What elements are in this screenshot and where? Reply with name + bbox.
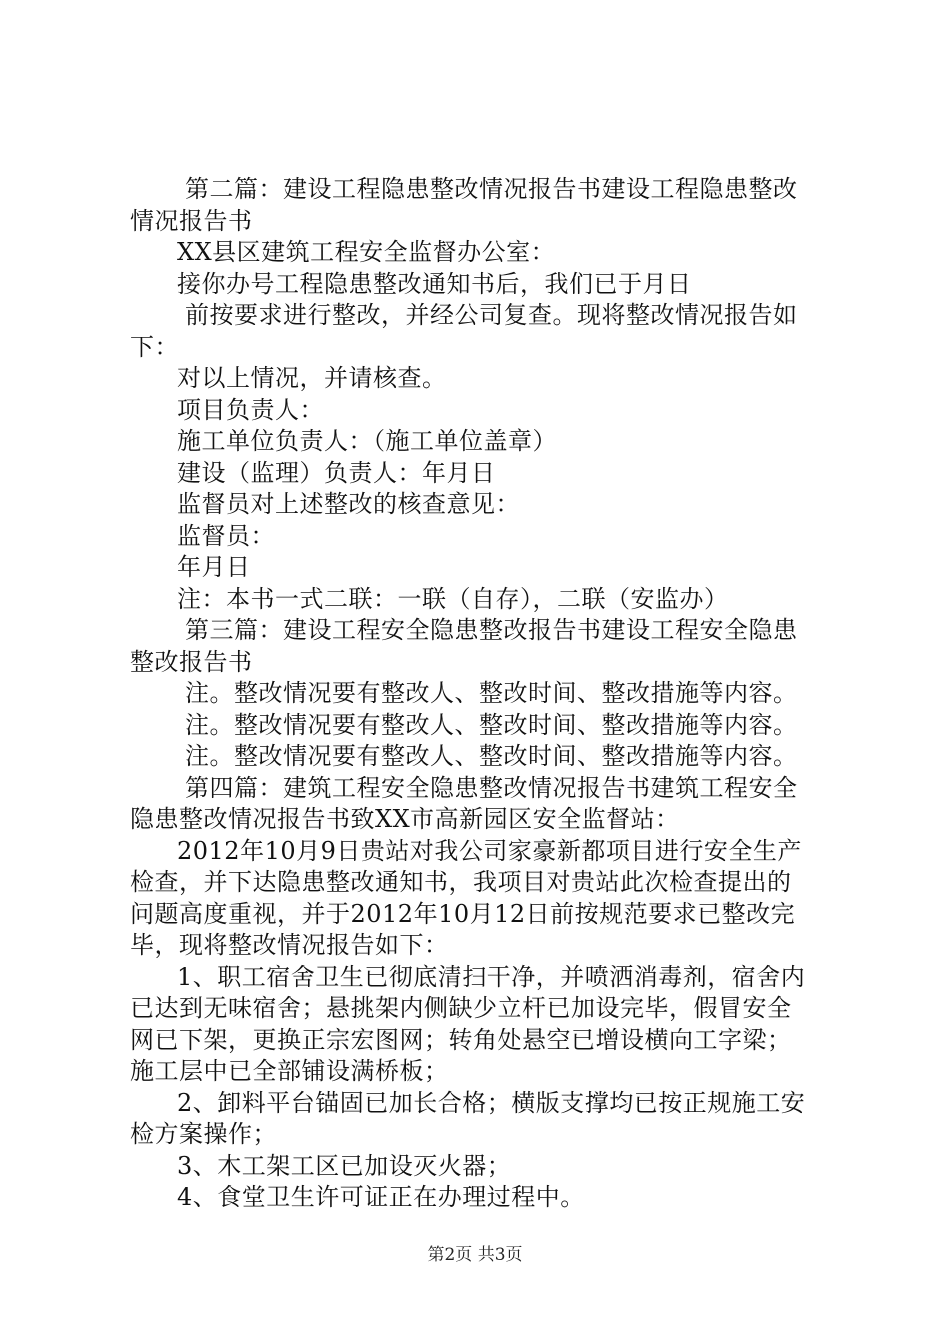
text-line: 注。整改情况要有整改人、整改时间、整改措施等内容。 [185, 710, 798, 739]
text-line: 4、食堂卫生许可证正在办理过程中。 [177, 1183, 585, 1211]
document-body [130, 174, 830, 1214]
text-line: 毕，现将整改情况报告如下： [130, 931, 449, 959]
text-line: 1、职工宿舍卫生已彻底清扫干净，并喷洒消毒剂，宿舍内 [177, 962, 806, 991]
text-line: 施工层中已全部铺设满桥板； [130, 1057, 449, 1085]
text-line: 已达到无味宿舍；悬挑架内侧缺少立杆已加设完毕，假冒安全 [130, 994, 792, 1022]
text-line: 检查，并下达隐患整改通知书，我项目对贵站此次检查提出的 [130, 868, 792, 896]
text-line: 建设（监理）负责人：年月日 [177, 458, 496, 487]
section-heading-2: 第二篇：建设工程隐患整改情况报告书建设工程隐患整改 [185, 175, 798, 203]
text-line: 2012年10月9日贵站对我公司家豪新都项目进行安全生产 [177, 836, 802, 865]
text-line: 注。整改情况要有整改人、整改时间、整改措施等内容。 [185, 742, 798, 770]
page-footer [0, 1244, 950, 1266]
text-line: 注：本书一式二联：一联（自存），二联（安监办） [177, 584, 729, 613]
text-line: 年月日 [177, 553, 251, 581]
text-line: 情况报告书 [130, 206, 253, 235]
text-line: 隐患整改情况报告书致XX市高新园区安全监督站： [130, 805, 680, 833]
section-heading-4: 第四篇：建筑工程安全隐患整改情况报告书建筑工程安全 [185, 773, 798, 802]
text-line: 网已下架，更换正宗宏图网；转角处悬空已增设横向工字梁； [130, 1025, 792, 1054]
section-heading-3: 第三篇：建设工程安全隐患整改报告书建设工程安全隐患 [185, 616, 798, 644]
text-line: 监督员： [177, 521, 275, 550]
text-line: XX县区建筑工程安全监督办公室： [177, 238, 556, 266]
text-line: 检方案操作； [130, 1120, 277, 1148]
text-line: 2、卸料平台锚固已加长合格；横版支撑均已按正规施工安 [177, 1088, 806, 1117]
text-line: 项目负责人： [177, 395, 324, 424]
text-line: 接你办号工程隐患整改通知书后，我们已于月日 [177, 269, 692, 298]
text-line: 下： [130, 332, 179, 361]
text-line: 施工单位负责人：（施工单位盖章） [177, 427, 557, 455]
text-line: 问题高度重视，并于2012年10月12日前按规范要求已整改完 [130, 899, 796, 928]
text-line: 整改报告书 [130, 647, 253, 676]
text-line: 3、木工架工区已加设灭火器； [177, 1151, 512, 1180]
text-line: 监督员对上述整改的核查意见： [177, 490, 520, 518]
text-line: 前按要求进行整改，并经公司复查。现将整改情况报告如 [185, 301, 798, 329]
page-number: 第2页 共3页 [427, 1245, 523, 1265]
text-line: 注。整改情况要有整改人、整改时间、整改措施等内容。 [185, 679, 798, 707]
text-line: 对以上情况，并请核查。 [177, 364, 447, 392]
